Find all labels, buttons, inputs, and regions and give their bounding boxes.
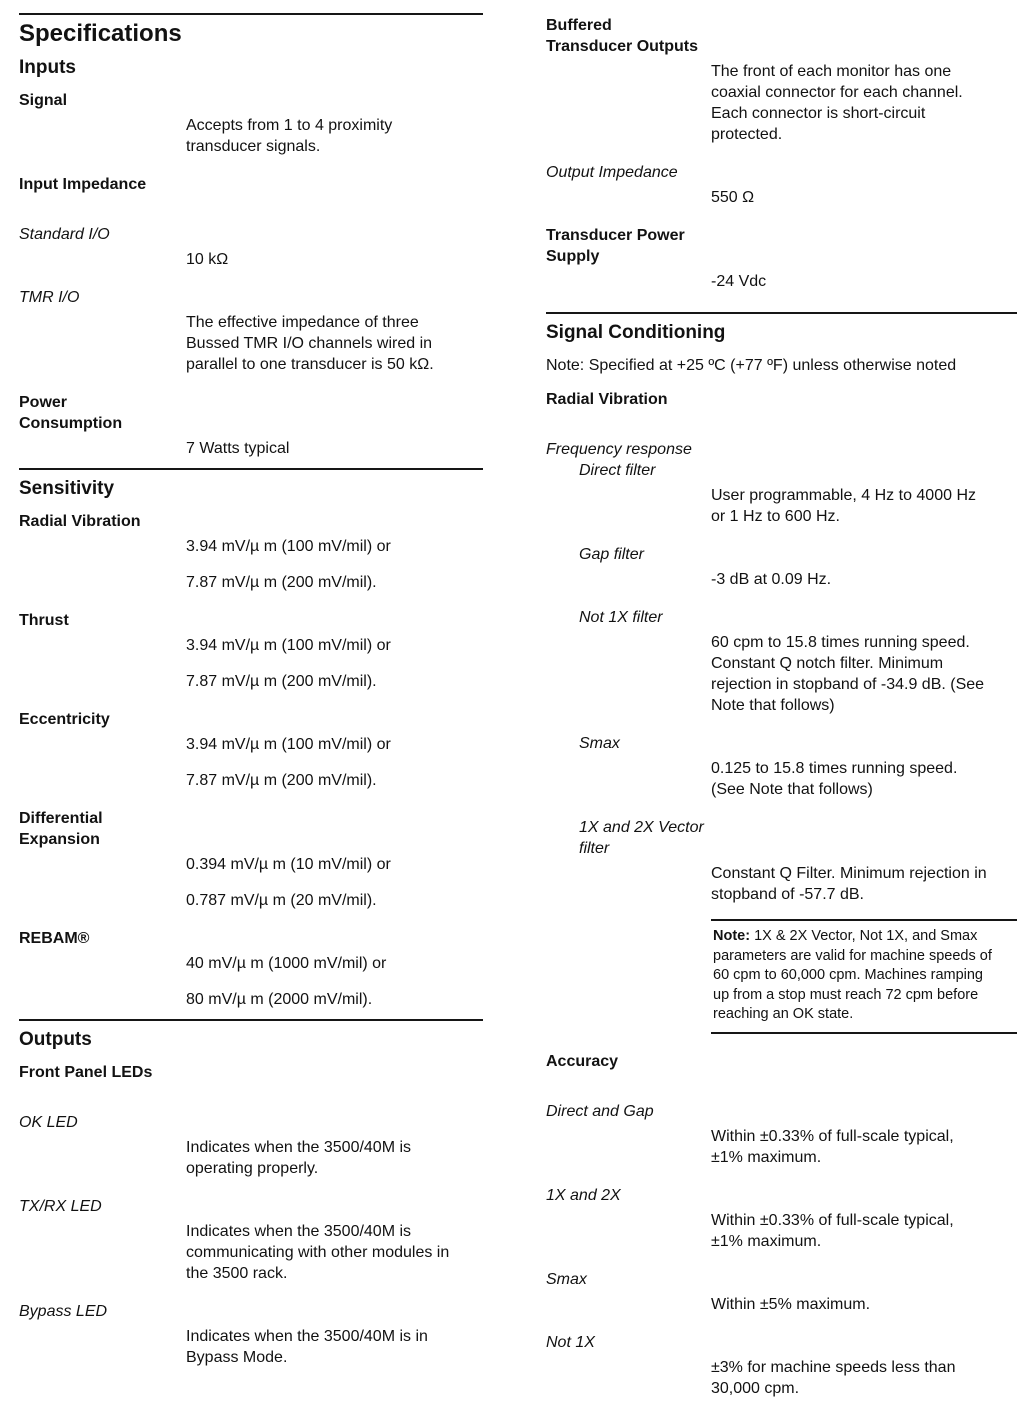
spec-value bbox=[546, 863, 1017, 905]
spec-value-paragraph bbox=[186, 671, 483, 692]
spec-value-line: Note that follows) bbox=[711, 697, 835, 714]
spec-value-paragraph bbox=[711, 632, 1017, 716]
spec-value-line: Within ±0.33% of full-scale typical, bbox=[711, 1211, 954, 1229]
spec-label bbox=[19, 808, 483, 850]
spec-label bbox=[19, 174, 483, 195]
spec-value-line: rejection in stopband of -34.9 dB. (See bbox=[711, 676, 985, 693]
spec-label-line: 1X and 2X bbox=[546, 1186, 621, 1204]
spec-label bbox=[546, 733, 1017, 754]
spec-value bbox=[19, 1221, 483, 1284]
spec-value-line: or 1 Hz to 600 Hz. bbox=[711, 508, 840, 525]
spec-value-paragraph bbox=[186, 249, 483, 270]
spec-value-paragraph bbox=[186, 989, 483, 1010]
spec-label-line: Transducer Power bbox=[546, 227, 685, 244]
spec-value-line: (See Note that follows) bbox=[711, 781, 873, 798]
spec-value bbox=[546, 1126, 1017, 1168]
spec-value-line: User programmable, 4 Hz to 4000 Hz bbox=[711, 487, 976, 504]
section-divider bbox=[546, 312, 1017, 314]
spec-value-line: 0.394 mV/µ m (10 mV/mil) or bbox=[186, 856, 391, 873]
note-line: reaching an OK state. bbox=[713, 1006, 854, 1022]
spec-label-line: Smax bbox=[579, 735, 620, 752]
spec-value-line: The front of each monitor has one bbox=[711, 63, 952, 80]
spec-value bbox=[546, 1294, 1017, 1315]
spec-label-line: OK LED bbox=[19, 1114, 78, 1131]
spec-value bbox=[19, 734, 483, 791]
spec-label bbox=[546, 1269, 1017, 1290]
spec-label-line: Standard I/O bbox=[19, 226, 110, 243]
spec-value-line: ±3% for machine speeds less than bbox=[711, 1358, 956, 1376]
spec-value-line: 3.94 mV/µ m (100 mV/mil) or bbox=[186, 637, 391, 654]
spec-value bbox=[19, 1326, 483, 1368]
spec-label bbox=[546, 1101, 1017, 1122]
spec-value-line: 0.125 to 15.8 times running speed. bbox=[711, 760, 958, 777]
spec-label-line: Not 1X filter bbox=[579, 609, 663, 626]
spec-value-line: parallel to one transducer is 50 kΩ. bbox=[186, 356, 434, 373]
spec-label-line: Consumption bbox=[19, 415, 123, 432]
spec-label bbox=[546, 544, 1017, 565]
spec-value-line: Bypass Mode. bbox=[186, 1349, 288, 1366]
spec-value bbox=[546, 61, 1017, 145]
spec-label bbox=[546, 162, 1017, 183]
note-line-text: 1X & 2X Vector, Not 1X, and Smax bbox=[754, 928, 978, 944]
spec-value-line: Within ±0.33% of full-scale typical, bbox=[711, 1127, 954, 1145]
spec-value-line: 7.87 mV/µ m (200 mV/mil). bbox=[186, 673, 377, 690]
spec-value-paragraph bbox=[711, 61, 1017, 145]
section-divider bbox=[19, 1019, 483, 1021]
spec-value bbox=[546, 187, 1017, 208]
spec-value-line: Accepts from 1 to 4 proximity bbox=[186, 117, 393, 134]
spec-value bbox=[19, 854, 483, 911]
spec-label bbox=[546, 1332, 1017, 1353]
spec-value-line: 3.94 mV/µ m (100 mV/mil) or bbox=[186, 736, 391, 753]
spec-label-line: filter bbox=[579, 840, 610, 857]
spec-value-paragraph bbox=[711, 569, 1017, 590]
section-divider bbox=[19, 13, 483, 15]
spec-value-line: 30,000 cpm. bbox=[711, 1379, 800, 1397]
spec-label-line: TX/RX LED bbox=[19, 1198, 102, 1215]
note-line: up from a stop must reach 72 cpm before bbox=[713, 986, 979, 1003]
conditions-note-line: Note: Specified at +25 ºC (+77 ºF) unless otherwise noted bbox=[546, 357, 957, 374]
spec-label bbox=[19, 610, 483, 631]
note-line: 60 cpm to 60,000 cpm. Machines ramping bbox=[713, 967, 983, 983]
spec-value-paragraph bbox=[186, 572, 483, 593]
spec-value bbox=[19, 115, 483, 157]
spec-value bbox=[19, 249, 483, 270]
spec-label-line: Differential bbox=[19, 810, 103, 827]
spec-label bbox=[19, 287, 483, 308]
spec-value-paragraph bbox=[186, 635, 483, 656]
spec-value-paragraph bbox=[186, 734, 483, 755]
spec-label-line: Supply bbox=[546, 248, 600, 265]
spec-value-line: Indicates when the 3500/40M is bbox=[186, 1223, 412, 1240]
spec-value-paragraph bbox=[186, 438, 483, 459]
spec-label-line: Buffered bbox=[546, 17, 612, 34]
section-heading: Outputs bbox=[19, 1029, 92, 1050]
spec-value-line: Indicates when the 3500/40M is bbox=[186, 1139, 412, 1156]
spec-label bbox=[546, 225, 1017, 267]
spec-value bbox=[546, 758, 1017, 800]
spec-label bbox=[19, 224, 483, 245]
section-heading: Inputs bbox=[19, 57, 76, 78]
spec-value-paragraph bbox=[186, 312, 483, 375]
spec-label bbox=[19, 1196, 483, 1217]
spec-value bbox=[546, 485, 1017, 527]
note-line: parameters are valid for machine speeds of bbox=[713, 947, 992, 964]
note-box bbox=[711, 919, 1017, 1034]
spec-value-paragraph bbox=[711, 758, 1017, 800]
spec-value-line: Bussed TMR I/O channels wired in bbox=[186, 335, 433, 352]
spec-value bbox=[19, 1137, 483, 1179]
spec-value-paragraph bbox=[186, 953, 483, 974]
spec-label bbox=[546, 817, 1017, 859]
spec-value-line: Within ±5% maximum. bbox=[711, 1295, 871, 1313]
spec-value-paragraph bbox=[186, 770, 483, 791]
spec-value-paragraph bbox=[186, 536, 483, 557]
column-right bbox=[546, 0, 1017, 1399]
section-heading: Signal Conditioning bbox=[546, 322, 726, 343]
spec-value-paragraph bbox=[711, 485, 1017, 527]
spec-value-paragraph bbox=[711, 863, 1017, 905]
spec-value-line: communicating with other modules in bbox=[186, 1244, 450, 1261]
spec-label-line: Eccentricity bbox=[19, 711, 110, 728]
spec-value-line: stopband of -57.7 dB. bbox=[711, 886, 864, 903]
spec-value-line: the 3500 rack. bbox=[186, 1265, 288, 1282]
spec-label bbox=[19, 928, 483, 949]
spec-label-line: TMR I/O bbox=[19, 289, 80, 306]
spec-label bbox=[546, 1051, 1017, 1072]
spec-label bbox=[19, 392, 483, 434]
spec-value-paragraph bbox=[711, 1210, 1017, 1252]
spec-label bbox=[546, 15, 1017, 57]
spec-label-line: Front Panel LEDs bbox=[19, 1064, 153, 1081]
spec-value-paragraph bbox=[711, 187, 1017, 208]
spec-label-line: Radial Vibration bbox=[546, 391, 668, 408]
page-title: Specifications bbox=[19, 20, 182, 47]
spec-label-line: Transducer Outputs bbox=[546, 38, 699, 55]
spec-value-line: 7 Watts typical bbox=[186, 440, 290, 457]
spec-label-line: Direct and Gap bbox=[546, 1102, 654, 1120]
spec-value-line: 3.94 mV/µ m (100 mV/mil) or bbox=[186, 538, 391, 555]
spec-value-line: 40 mV/µ m (1000 mV/mil) or bbox=[186, 955, 387, 972]
spec-label-line: Smax bbox=[546, 1270, 587, 1288]
spec-value-line: protected. bbox=[711, 126, 783, 143]
spec-value-line: 7.87 mV/µ m (200 mV/mil). bbox=[186, 574, 377, 591]
spec-value bbox=[546, 632, 1017, 716]
note-prefix: Note: bbox=[713, 928, 751, 944]
spec-label-line: 1X and 2X Vector bbox=[579, 819, 704, 836]
spec-label-line: Frequency response bbox=[546, 441, 692, 458]
spec-label-line: Signal bbox=[19, 92, 68, 109]
spec-label bbox=[19, 709, 483, 730]
spec-label-line: Power bbox=[19, 394, 68, 411]
spec-value-line: -3 dB at 0.09 Hz. bbox=[711, 571, 832, 588]
column-left bbox=[19, 0, 483, 1368]
spec-value-line: The effective impedance of three bbox=[186, 314, 419, 331]
spec-value-line: Constant Q notch filter. Minimum bbox=[711, 655, 944, 672]
section-divider bbox=[19, 468, 483, 470]
spec-label bbox=[546, 607, 1017, 628]
spec-value-line: 60 cpm to 15.8 times running speed. bbox=[711, 634, 970, 651]
spec-value-paragraph bbox=[186, 1221, 483, 1284]
spec-value-paragraph bbox=[186, 1137, 483, 1179]
spec-value-line: 0.787 mV/µ m (20 mV/mil). bbox=[186, 892, 377, 909]
spec-value-line: 7.87 mV/µ m (200 mV/mil). bbox=[186, 772, 377, 789]
spec-value-line: operating properly. bbox=[186, 1160, 319, 1177]
spec-label bbox=[546, 389, 1017, 410]
spec-value-line: coaxial connector for each channel. bbox=[711, 84, 963, 101]
spec-label bbox=[546, 1185, 1017, 1206]
spec-label-line: Not 1X bbox=[546, 1333, 595, 1351]
spec-value-line: Each connector is short-circuit bbox=[711, 105, 926, 122]
spec-value bbox=[546, 1357, 1017, 1399]
spec-value-paragraph bbox=[711, 1357, 1017, 1399]
spec-label bbox=[19, 511, 483, 532]
spec-value-line: Constant Q Filter. Minimum rejection in bbox=[711, 865, 987, 882]
spec-label-line: Output Impedance bbox=[546, 164, 678, 181]
spec-value bbox=[546, 1210, 1017, 1252]
spec-label bbox=[19, 1112, 483, 1133]
spec-value-line: 550 Ω bbox=[711, 189, 755, 206]
spec-value bbox=[19, 536, 483, 593]
spec-value bbox=[19, 635, 483, 692]
spec-label-line: Radial Vibration bbox=[19, 513, 141, 530]
spec-value bbox=[546, 569, 1017, 590]
spec-value-paragraph bbox=[711, 1126, 1017, 1168]
spec-label-line: Expansion bbox=[19, 831, 100, 848]
spec-label bbox=[19, 1062, 483, 1083]
spec-label bbox=[19, 90, 483, 111]
spec-value-line: ±1% maximum. bbox=[711, 1148, 822, 1166]
spec-value-line: 10 kΩ bbox=[186, 251, 229, 268]
spec-value-paragraph bbox=[186, 115, 483, 157]
spec-label-line: Direct filter bbox=[579, 462, 656, 479]
spec-label-line: Bypass LED bbox=[19, 1303, 108, 1320]
spec-label-line: Gap filter bbox=[579, 546, 644, 563]
spec-value-paragraph bbox=[186, 1326, 483, 1368]
spec-value-line: ±1% maximum. bbox=[711, 1232, 822, 1250]
spec-value bbox=[546, 271, 1017, 292]
spec-label-line: Thrust bbox=[19, 612, 69, 629]
spec-label bbox=[546, 439, 1017, 481]
spec-value bbox=[19, 312, 483, 375]
spec-value bbox=[19, 953, 483, 1010]
spec-value-line: 80 mV/µ m (2000 mV/mil). bbox=[186, 991, 373, 1008]
spec-label-line: Input Impedance bbox=[19, 176, 147, 193]
spec-value-paragraph bbox=[711, 271, 1017, 292]
spec-label-line: REBAM® bbox=[19, 930, 90, 947]
spec-value bbox=[19, 438, 483, 459]
note-line bbox=[713, 927, 1017, 947]
spec-value-line: Indicates when the 3500/40M is in bbox=[186, 1328, 428, 1345]
spec-label-line: Accuracy bbox=[546, 1052, 619, 1070]
spec-value-line: transducer signals. bbox=[186, 138, 321, 155]
spec-value-paragraph bbox=[186, 890, 483, 911]
spec-value-line: -24 Vdc bbox=[711, 273, 767, 290]
section-heading: Sensitivity bbox=[19, 478, 115, 499]
spec-value-paragraph bbox=[186, 854, 483, 875]
spec-label bbox=[19, 1301, 483, 1322]
spec-value-paragraph bbox=[711, 1294, 1017, 1315]
